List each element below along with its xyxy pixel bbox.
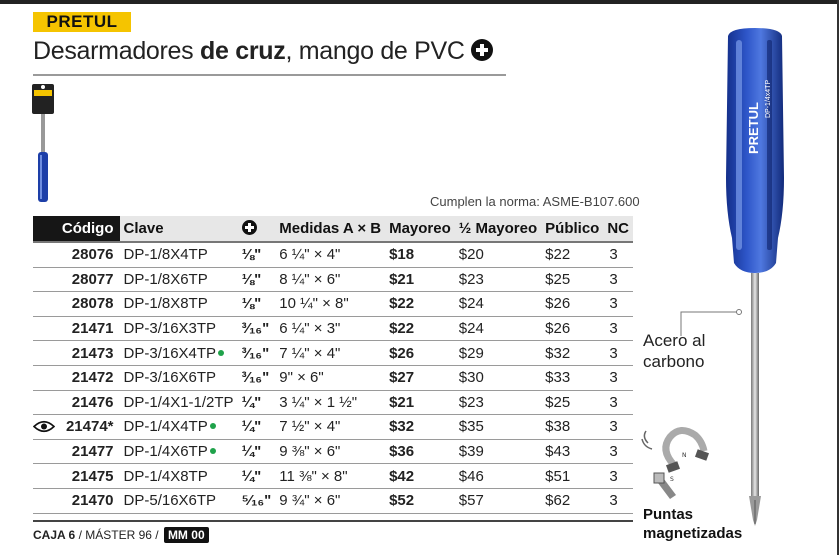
cell-nc-text: 3 (609, 246, 618, 264)
handle-code-text: DP-1/4x4TP (765, 79, 772, 118)
cell-punta (238, 316, 276, 341)
product-table (33, 216, 633, 514)
cell-clave (120, 341, 238, 366)
steel-callout-leader (675, 308, 745, 338)
cell-nc (603, 365, 633, 390)
steel-callout-line2: carbono (643, 352, 705, 371)
cell-punta (238, 242, 276, 267)
standard-note: Cumplen la norma: ASME-B107.600 (430, 194, 640, 209)
cell-punta (238, 415, 276, 440)
cell-mayoreo (385, 415, 455, 440)
cell-medidas-text: 3 ¼" × 1 ½" (279, 393, 358, 411)
svg-text:N: N (682, 452, 687, 459)
cell-medio-mayoreo-text: $20 (458, 246, 484, 264)
cell-clave-text: DP-1/4X8TP (123, 467, 208, 485)
svg-text:S: S (670, 476, 674, 483)
cell-medio-mayoreo (455, 415, 541, 440)
cell-publico-text: $25 (545, 270, 571, 288)
caja-label: CAJA 6 (33, 528, 76, 542)
steel-callout-line1: Acero al (643, 331, 706, 350)
cell-medidas (275, 267, 385, 292)
cell-publico (541, 316, 603, 341)
table-row (33, 316, 633, 341)
cell-medidas-text: 11 ⅜" × 8" (279, 467, 348, 485)
cell-medio-mayoreo (455, 316, 541, 341)
cell-codigo (33, 415, 120, 440)
magnet-tip-callout-line1: Puntas (643, 506, 694, 523)
cell-clave-text: DP-1/8X4TP (123, 246, 208, 264)
table-row (33, 488, 633, 513)
cell-publico (541, 242, 603, 267)
cell-medio-mayoreo-text: $23 (458, 270, 484, 288)
cell-punta-text: ⅛" (241, 246, 262, 264)
cell-mayoreo-text: $21 (389, 393, 415, 411)
cell-mayoreo-text: $32 (389, 418, 415, 436)
cell-codigo-text: 21471 (71, 320, 114, 338)
cell-mayoreo (385, 341, 455, 366)
cell-nc-text: 3 (609, 443, 618, 461)
table-bottom-rule (33, 520, 633, 522)
header-mayoreo: Mayoreo (385, 216, 455, 242)
cell-nc (603, 267, 633, 292)
magnet-tip-callout-line2: magnetizadas (643, 525, 743, 542)
cell-punta (238, 390, 276, 415)
cell-codigo-text: 21476 (71, 393, 114, 411)
table-row (33, 242, 633, 267)
highlight-dot (210, 423, 216, 429)
header-punta (238, 216, 276, 242)
cell-nc-text: 3 (609, 344, 618, 362)
cell-medio-mayoreo (455, 439, 541, 464)
cell-publico (541, 415, 603, 440)
cell-codigo (33, 316, 120, 341)
table-row (33, 464, 633, 489)
cell-medidas-text: 9" × 6" (279, 369, 324, 387)
cell-codigo-text: 21475 (71, 467, 114, 485)
cell-medidas (275, 341, 385, 366)
cell-mayoreo-text: $22 (389, 295, 415, 313)
cell-punta (238, 267, 276, 292)
cell-mayoreo (385, 365, 455, 390)
table-row (33, 390, 633, 415)
cell-publico (541, 341, 603, 366)
cell-nc-text: 3 (609, 369, 618, 387)
cell-publico-text: $43 (545, 443, 571, 461)
cell-clave (120, 415, 238, 440)
top-border (0, 0, 839, 4)
cell-codigo (33, 267, 120, 292)
cell-mayoreo (385, 464, 455, 489)
cell-mayoreo (385, 267, 455, 292)
cell-medidas (275, 242, 385, 267)
eye-icon (33, 420, 55, 433)
cell-codigo (33, 365, 120, 390)
cell-punta (238, 341, 276, 366)
cell-clave (120, 316, 238, 341)
cell-publico-text: $22 (545, 246, 571, 264)
cell-clave-text: DP-1/8X6TP (123, 270, 208, 288)
cell-codigo-text: 21477 (71, 443, 114, 461)
cell-mayoreo-text: $22 (389, 320, 415, 338)
cell-medio-mayoreo (455, 267, 541, 292)
cell-medio-mayoreo-text: $24 (458, 295, 484, 313)
cell-medidas (275, 464, 385, 489)
cell-medidas (275, 316, 385, 341)
cell-medidas-text: 7 ½" × 4" (279, 418, 341, 436)
cell-publico (541, 365, 603, 390)
cell-punta (238, 488, 276, 513)
cell-clave-text: DP-1/4X1-1/2TP (123, 393, 234, 411)
cell-codigo-text: 21473 (71, 344, 114, 362)
cell-medidas-text: 6 ¼" × 3" (279, 320, 341, 338)
cell-nc-text: 3 (609, 270, 618, 288)
cell-mayoreo-text: $52 (389, 492, 415, 510)
cell-mayoreo-text: $42 (389, 467, 415, 485)
cell-publico (541, 390, 603, 415)
header-medio-mayoreo: ½ Mayoreo (455, 216, 541, 242)
cell-clave (120, 464, 238, 489)
cell-publico (541, 488, 603, 513)
cell-punta (238, 292, 276, 317)
table-row (33, 439, 633, 464)
cell-punta-text: ³⁄₁₆" (241, 369, 270, 387)
cell-punta-text: ¼" (241, 467, 262, 485)
header-codigo: Código (33, 216, 120, 242)
cell-publico (541, 292, 603, 317)
cell-publico (541, 439, 603, 464)
cell-codigo-text: 21472 (71, 369, 114, 387)
cell-medio-mayoreo (455, 464, 541, 489)
cell-medio-mayoreo (455, 242, 541, 267)
cell-punta-text: ⅛" (241, 270, 262, 288)
cell-clave (120, 242, 238, 267)
table-row (33, 292, 633, 317)
table-row (33, 341, 633, 366)
cell-punta-text: ³⁄₁₆" (241, 320, 270, 338)
cell-codigo (33, 341, 120, 366)
cell-publico-text: $38 (545, 418, 571, 436)
cell-mayoreo (385, 439, 455, 464)
cell-codigo (33, 464, 120, 489)
cell-nc-text: 3 (609, 418, 618, 436)
cell-mayoreo (385, 488, 455, 513)
cell-nc (603, 439, 633, 464)
title-bold: de cruz (200, 37, 286, 65)
master-label: / MÁSTER 96 / (75, 528, 162, 542)
cell-codigo-text: 21470 (71, 492, 114, 510)
cell-medio-mayoreo (455, 488, 541, 513)
cell-medio-mayoreo (455, 292, 541, 317)
cell-mayoreo-text: $21 (389, 270, 415, 288)
highlight-dot (218, 350, 224, 356)
cell-medio-mayoreo-text: $29 (458, 344, 484, 362)
cell-clave-text: DP-5/16X6TP (123, 492, 217, 510)
cell-publico-text: $33 (545, 369, 571, 387)
cell-punta-text: ⁵⁄₁₆" (241, 492, 272, 510)
cell-publico-text: $62 (545, 492, 571, 510)
title-part1: Desarmadores (33, 37, 200, 65)
cell-codigo (33, 292, 120, 317)
cell-medidas (275, 415, 385, 440)
cell-codigo-text: 28076 (71, 246, 114, 264)
magnet-tip-illustration (640, 425, 725, 505)
cell-mayoreo (385, 242, 455, 267)
mm-badge: MM 00 (164, 527, 209, 543)
cell-medio-mayoreo (455, 390, 541, 415)
header-clave: Clave (120, 216, 238, 242)
cell-nc-text: 3 (609, 492, 618, 510)
cell-medio-mayoreo (455, 365, 541, 390)
cell-publico-text: $32 (545, 344, 571, 362)
cell-clave-text: DP-3/16X6TP (123, 369, 217, 387)
cell-clave-text: DP-1/4X6TP (123, 443, 208, 461)
packaged-screwdriver-image (31, 80, 55, 210)
cell-medidas-text: 9 ¾" × 6" (279, 492, 341, 510)
cell-medio-mayoreo-text: $39 (458, 443, 484, 461)
cell-medidas (275, 365, 385, 390)
cell-clave (120, 488, 238, 513)
packaging-footer (33, 527, 209, 543)
header-publico: Público (541, 216, 603, 242)
cell-punta (238, 464, 276, 489)
cell-clave (120, 365, 238, 390)
cell-medio-mayoreo-text: $35 (458, 418, 484, 436)
cell-codigo (33, 242, 120, 267)
cell-mayoreo-text: $27 (389, 369, 415, 387)
cell-medidas (275, 488, 385, 513)
brand-logo: PRETUL (33, 12, 131, 32)
cell-punta-text: ¼" (241, 443, 262, 461)
cell-publico (541, 464, 603, 489)
cell-nc (603, 390, 633, 415)
cell-clave-text: DP-3/16X3TP (123, 320, 217, 338)
table-header-row (33, 216, 633, 242)
cell-medio-mayoreo-text: $23 (458, 393, 484, 411)
cell-nc-text: 3 (609, 393, 618, 411)
table-row (33, 365, 633, 390)
cell-medidas-text: 7 ¼" × 4" (279, 344, 341, 362)
cell-clave (120, 292, 238, 317)
cell-medidas-text: 9 ⅜" × 6" (279, 443, 341, 461)
cell-clave (120, 390, 238, 415)
cell-mayoreo (385, 390, 455, 415)
cell-nc (603, 242, 633, 267)
cell-clave (120, 267, 238, 292)
phillips-tip-icon (242, 220, 257, 235)
cell-mayoreo (385, 292, 455, 317)
cell-medidas-text: 10 ¼" × 8" (279, 295, 349, 313)
cell-medio-mayoreo (455, 341, 541, 366)
cell-codigo (33, 439, 120, 464)
cell-medidas (275, 292, 385, 317)
cell-nc-text: 3 (609, 295, 618, 313)
highlight-dot (210, 448, 216, 454)
cell-publico-text: $26 (545, 320, 571, 338)
handle-brand-text: PRETUL (746, 102, 761, 154)
cell-medidas-text: 8 ¼" × 6" (279, 270, 341, 288)
cell-punta-text: ⅛" (241, 295, 262, 313)
cell-codigo (33, 390, 120, 415)
cell-nc (603, 464, 633, 489)
title-underline (33, 74, 506, 76)
cell-clave (120, 439, 238, 464)
cell-medio-mayoreo-text: $30 (458, 369, 484, 387)
cell-mayoreo (385, 316, 455, 341)
cell-codigo (33, 488, 120, 513)
cell-medidas-text: 6 ¼" × 4" (279, 246, 341, 264)
cell-medio-mayoreo-text: $24 (458, 320, 484, 338)
cell-publico-text: $51 (545, 467, 571, 485)
cell-medio-mayoreo-text: $46 (458, 467, 484, 485)
cell-nc (603, 292, 633, 317)
cell-codigo-text: 28078 (71, 295, 114, 313)
cell-punta (238, 439, 276, 464)
header-nc: NC (603, 216, 633, 242)
cell-nc-text: 3 (609, 467, 618, 485)
magnet-tip-callout (643, 505, 742, 543)
cell-publico-text: $25 (545, 393, 571, 411)
header-medidas: Medidas A × B (275, 216, 385, 242)
cell-nc (603, 341, 633, 366)
phillips-plus-icon (471, 39, 493, 61)
cell-nc (603, 488, 633, 513)
cell-nc (603, 415, 633, 440)
cell-punta-text: ¼" (241, 393, 262, 411)
cell-mayoreo-text: $36 (389, 443, 415, 461)
cell-punta-text: ³⁄₁₆" (241, 344, 270, 362)
cell-clave-text: DP-1/4X4TP (123, 418, 208, 436)
cell-nc-text: 3 (609, 320, 618, 338)
cell-clave-text: DP-3/16X4TP (123, 344, 217, 362)
title-part2: , mango de PVC (285, 37, 465, 65)
table-row (33, 415, 633, 440)
cell-codigo-text: 21474* (65, 418, 114, 436)
page-title (33, 37, 493, 66)
cell-punta (238, 365, 276, 390)
cell-mayoreo-text: $18 (389, 246, 415, 264)
cell-medidas (275, 390, 385, 415)
cell-publico (541, 267, 603, 292)
cell-clave-text: DP-1/8X8TP (123, 295, 208, 313)
cell-punta-text: ¼" (241, 418, 262, 436)
cell-mayoreo-text: $26 (389, 344, 415, 362)
cell-medio-mayoreo-text: $57 (458, 492, 484, 510)
cell-medidas (275, 439, 385, 464)
cell-nc (603, 316, 633, 341)
cell-publico-text: $26 (545, 295, 571, 313)
cell-codigo-text: 28077 (71, 270, 114, 288)
table-row (33, 267, 633, 292)
